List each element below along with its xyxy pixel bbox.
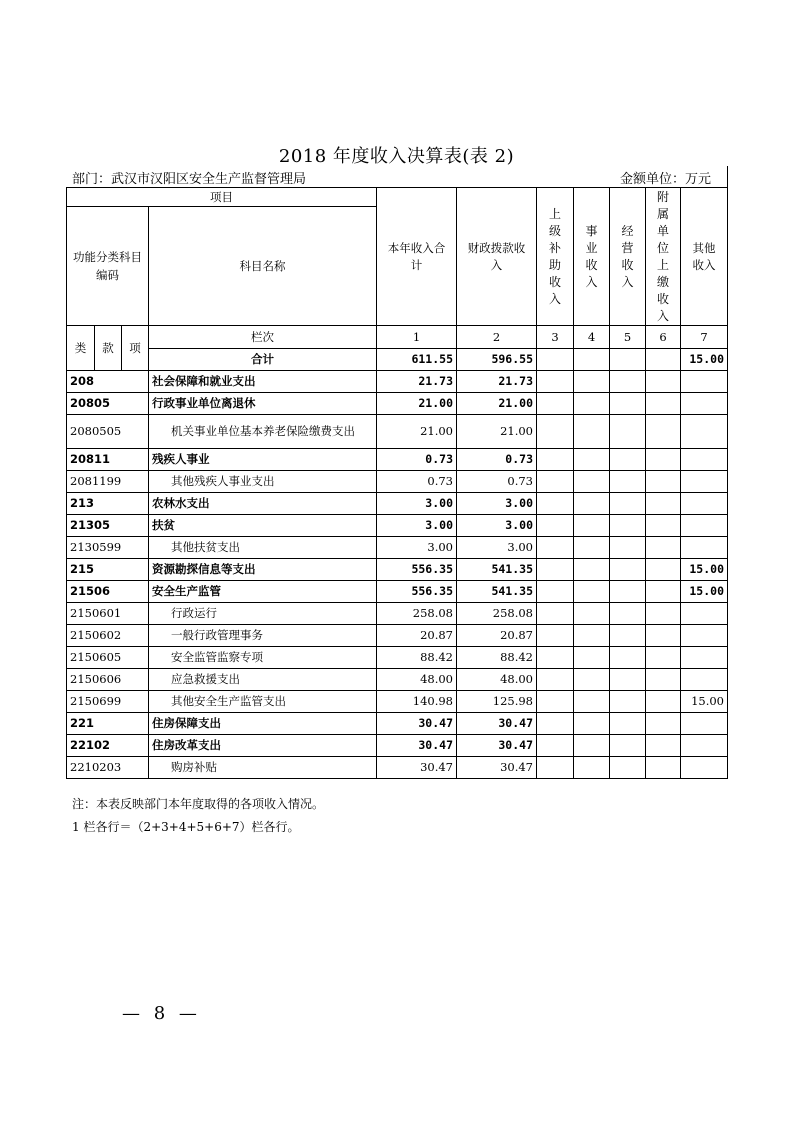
table-row bbox=[67, 515, 728, 537]
row-total: 3.00 bbox=[377, 493, 457, 515]
row-total: 0.73 bbox=[377, 471, 457, 493]
row-name: 其他安全生产监管支出 bbox=[149, 691, 377, 713]
row-affiliated bbox=[646, 515, 681, 537]
row-business bbox=[574, 757, 610, 779]
header-upper: 上级补助收入 bbox=[537, 188, 574, 326]
row-code: 213 bbox=[67, 493, 149, 515]
table-row bbox=[67, 713, 728, 735]
col-num-5: 5 bbox=[610, 326, 646, 349]
row-total: 258.08 bbox=[377, 603, 457, 625]
row-other: 15.00 bbox=[681, 691, 728, 713]
row-upper bbox=[537, 393, 574, 415]
row-upper bbox=[537, 757, 574, 779]
row-upper bbox=[537, 625, 574, 647]
table-title: 2018 年度收入决算表(表 2) bbox=[278, 146, 515, 167]
row-business bbox=[574, 393, 610, 415]
row-name: 其他扶贫支出 bbox=[149, 537, 377, 559]
row-code: 215 bbox=[67, 559, 149, 581]
row-code: 2150606 bbox=[67, 669, 149, 691]
table-row bbox=[67, 393, 728, 415]
row-business bbox=[574, 691, 610, 713]
col-num-1: 1 bbox=[377, 326, 457, 349]
row-upper bbox=[537, 537, 574, 559]
row-upper bbox=[537, 371, 574, 393]
row-code: 2150601 bbox=[67, 603, 149, 625]
table-row bbox=[67, 371, 728, 393]
row-code: 208 bbox=[67, 371, 149, 393]
row-fiscal: 3.00 bbox=[457, 537, 537, 559]
row-code: 21305 bbox=[67, 515, 149, 537]
row-operating bbox=[610, 581, 646, 603]
row-other bbox=[681, 371, 728, 393]
row-affiliated bbox=[646, 449, 681, 471]
row-code: 20805 bbox=[67, 393, 149, 415]
row-operating bbox=[610, 471, 646, 493]
row-code: 2080505 bbox=[67, 415, 149, 449]
row-affiliated bbox=[646, 471, 681, 493]
row-code: 2210203 bbox=[67, 757, 149, 779]
row-fiscal: 21.00 bbox=[457, 393, 537, 415]
row-business bbox=[574, 647, 610, 669]
row-fiscal: 20.87 bbox=[457, 625, 537, 647]
row-name: 应急救援支出 bbox=[149, 669, 377, 691]
header-lanci: 栏次 bbox=[149, 326, 377, 349]
row-code: 22102 bbox=[67, 735, 149, 757]
table-row bbox=[67, 537, 728, 559]
row-name: 购房补贴 bbox=[149, 757, 377, 779]
row-business bbox=[574, 559, 610, 581]
row-name: 残疾人事业 bbox=[149, 449, 377, 471]
row-code: 221 bbox=[67, 713, 149, 735]
table-row bbox=[67, 559, 728, 581]
row-business bbox=[574, 603, 610, 625]
row-other bbox=[681, 647, 728, 669]
row-upper bbox=[537, 471, 574, 493]
row-other bbox=[681, 757, 728, 779]
row-affiliated bbox=[646, 493, 681, 515]
row-business bbox=[574, 669, 610, 691]
row-name: 社会保障和就业支出 bbox=[149, 371, 377, 393]
row-affiliated bbox=[646, 691, 681, 713]
row-fiscal: 258.08 bbox=[457, 603, 537, 625]
col-num-2: 2 bbox=[457, 326, 537, 349]
header-kuan: 款 bbox=[95, 326, 122, 371]
row-fiscal: 541.35 bbox=[457, 581, 537, 603]
row-upper bbox=[537, 735, 574, 757]
header-affiliated: 附属单位上缴收入 bbox=[646, 188, 681, 326]
row-name: 安全生产监管 bbox=[149, 581, 377, 603]
row-affiliated bbox=[646, 415, 681, 449]
department-label: 部门：武汉市汉阳区安全生产监督管理局 bbox=[72, 172, 307, 187]
note-1: 注：本表反映部门本年度取得的各项收入情况。 bbox=[72, 797, 325, 811]
row-operating bbox=[610, 393, 646, 415]
page-number: — 8 — bbox=[122, 1003, 201, 1024]
row-operating bbox=[610, 757, 646, 779]
row-business bbox=[574, 625, 610, 647]
row-name: 扶贫 bbox=[149, 515, 377, 537]
row-total: 30.47 bbox=[377, 735, 457, 757]
row-name: 住房改革支出 bbox=[149, 735, 377, 757]
row-business bbox=[574, 537, 610, 559]
table-row bbox=[67, 735, 728, 757]
row-total: 3.00 bbox=[377, 537, 457, 559]
row-upper bbox=[537, 493, 574, 515]
row-fiscal: 541.35 bbox=[457, 559, 537, 581]
row-other bbox=[681, 393, 728, 415]
row-name: 行政运行 bbox=[149, 603, 377, 625]
row-total: 3.00 bbox=[377, 515, 457, 537]
row-other bbox=[681, 735, 728, 757]
row-name: 其他残疾人事业支出 bbox=[149, 471, 377, 493]
row-operating bbox=[610, 691, 646, 713]
row-name: 一般行政管理事务 bbox=[149, 625, 377, 647]
header-xiang: 项 bbox=[122, 326, 149, 371]
row-affiliated bbox=[646, 371, 681, 393]
row-upper bbox=[537, 449, 574, 471]
row-fiscal: 3.00 bbox=[457, 515, 537, 537]
col-num-7: 7 bbox=[681, 326, 728, 349]
row-other: 15.00 bbox=[681, 349, 728, 371]
row-upper bbox=[537, 415, 574, 449]
row-upper bbox=[537, 603, 574, 625]
row-fiscal: 3.00 bbox=[457, 493, 537, 515]
row-fiscal: 596.55 bbox=[457, 349, 537, 371]
row-other bbox=[681, 625, 728, 647]
row-name: 行政事业单位离退休 bbox=[149, 393, 377, 415]
header-total: 本年收入合计 bbox=[377, 188, 457, 326]
row-upper bbox=[537, 669, 574, 691]
header-func-code: 功能分类科目编码 bbox=[67, 207, 149, 326]
row-name: 资源勘探信息等支出 bbox=[149, 559, 377, 581]
header-business: 事业收入 bbox=[574, 188, 610, 326]
row-operating bbox=[610, 647, 646, 669]
unit-label: 金额单位：万元 bbox=[620, 172, 712, 187]
row-fiscal: 88.42 bbox=[457, 647, 537, 669]
row-affiliated bbox=[646, 603, 681, 625]
header-operating: 经营收入 bbox=[610, 188, 646, 326]
row-other bbox=[681, 537, 728, 559]
row-operating bbox=[610, 371, 646, 393]
row-business bbox=[574, 735, 610, 757]
row-total: 30.47 bbox=[377, 713, 457, 735]
row-other bbox=[681, 713, 728, 735]
row-operating bbox=[610, 669, 646, 691]
row-fiscal: 30.47 bbox=[457, 735, 537, 757]
note-2: 1 栏各行＝（2+3+4+5+6+7）栏各行。 bbox=[72, 820, 300, 834]
row-business bbox=[574, 581, 610, 603]
row-total: 48.00 bbox=[377, 669, 457, 691]
row-upper bbox=[537, 559, 574, 581]
header-fiscal: 财政拨款收入 bbox=[457, 188, 537, 326]
row-operating bbox=[610, 493, 646, 515]
table-row bbox=[67, 625, 728, 647]
row-code: 2150699 bbox=[67, 691, 149, 713]
row-upper bbox=[537, 647, 574, 669]
row-total: 30.47 bbox=[377, 757, 457, 779]
row-code: 2150605 bbox=[67, 647, 149, 669]
row-code: 2130599 bbox=[67, 537, 149, 559]
col-num-6: 6 bbox=[646, 326, 681, 349]
row-fiscal: 21.00 bbox=[457, 415, 537, 449]
unit-divider bbox=[727, 166, 728, 187]
row-operating bbox=[610, 625, 646, 647]
row-total: 20.87 bbox=[377, 625, 457, 647]
col-num-4: 4 bbox=[574, 326, 610, 349]
row-fiscal: 48.00 bbox=[457, 669, 537, 691]
row-other bbox=[681, 515, 728, 537]
table-row bbox=[67, 415, 728, 449]
row-affiliated bbox=[646, 647, 681, 669]
row-affiliated bbox=[646, 713, 681, 735]
table-row bbox=[67, 691, 728, 713]
row-upper bbox=[537, 581, 574, 603]
table-row bbox=[67, 647, 728, 669]
row-business bbox=[574, 471, 610, 493]
row-affiliated bbox=[646, 735, 681, 757]
table-row bbox=[67, 669, 728, 691]
table-body bbox=[67, 371, 728, 779]
row-business bbox=[574, 493, 610, 515]
row-total: 21.00 bbox=[377, 415, 457, 449]
row-name: 农林水支出 bbox=[149, 493, 377, 515]
row-fiscal: 0.73 bbox=[457, 471, 537, 493]
row-total: 21.00 bbox=[377, 393, 457, 415]
row-fiscal: 21.73 bbox=[457, 371, 537, 393]
row-affiliated bbox=[646, 757, 681, 779]
row-operating bbox=[610, 713, 646, 735]
row-other bbox=[681, 493, 728, 515]
row-code: 21506 bbox=[67, 581, 149, 603]
row-total: 140.98 bbox=[377, 691, 457, 713]
row-name: 机关事业单位基本养老保险缴费支出 bbox=[149, 415, 377, 449]
row-name: 合计 bbox=[149, 349, 377, 371]
table-row-total bbox=[67, 349, 728, 371]
col-num-3: 3 bbox=[537, 326, 574, 349]
row-total: 0.73 bbox=[377, 449, 457, 471]
row-total: 88.42 bbox=[377, 647, 457, 669]
row-operating bbox=[610, 515, 646, 537]
table-row bbox=[67, 493, 728, 515]
table-row bbox=[67, 757, 728, 779]
row-business bbox=[574, 371, 610, 393]
row-other bbox=[681, 471, 728, 493]
header-project: 项目 bbox=[67, 188, 377, 207]
row-total: 556.35 bbox=[377, 559, 457, 581]
row-fiscal: 0.73 bbox=[457, 449, 537, 471]
table-row bbox=[67, 449, 728, 471]
income-table bbox=[66, 187, 728, 779]
row-total: 611.55 bbox=[377, 349, 457, 371]
row-operating bbox=[610, 559, 646, 581]
row-affiliated bbox=[646, 393, 681, 415]
row-affiliated bbox=[646, 559, 681, 581]
row-fiscal: 125.98 bbox=[457, 691, 537, 713]
row-total: 21.73 bbox=[377, 371, 457, 393]
row-affiliated bbox=[646, 581, 681, 603]
header-other: 其他收入 bbox=[681, 188, 728, 326]
table-row bbox=[67, 581, 728, 603]
table-row bbox=[67, 471, 728, 493]
row-affiliated bbox=[646, 537, 681, 559]
row-upper bbox=[537, 713, 574, 735]
row-other: 15.00 bbox=[681, 581, 728, 603]
table-header bbox=[67, 188, 728, 371]
row-total: 556.35 bbox=[377, 581, 457, 603]
row-affiliated bbox=[646, 669, 681, 691]
row-code: 2081199 bbox=[67, 471, 149, 493]
row-other bbox=[681, 449, 728, 471]
row-other bbox=[681, 415, 728, 449]
row-operating bbox=[610, 603, 646, 625]
row-fiscal: 30.47 bbox=[457, 757, 537, 779]
header-subject-name: 科目名称 bbox=[149, 207, 377, 326]
row-upper bbox=[537, 515, 574, 537]
row-operating bbox=[610, 449, 646, 471]
row-fiscal: 30.47 bbox=[457, 713, 537, 735]
row-other bbox=[681, 603, 728, 625]
row-upper bbox=[537, 691, 574, 713]
row-business bbox=[574, 713, 610, 735]
row-operating bbox=[610, 415, 646, 449]
row-other bbox=[681, 669, 728, 691]
row-affiliated bbox=[646, 625, 681, 647]
row-name: 安全监管监察专项 bbox=[149, 647, 377, 669]
row-code: 20811 bbox=[67, 449, 149, 471]
row-name: 住房保障支出 bbox=[149, 713, 377, 735]
row-operating bbox=[610, 537, 646, 559]
row-business bbox=[574, 415, 610, 449]
row-operating bbox=[610, 735, 646, 757]
row-business bbox=[574, 449, 610, 471]
header-lei: 类 bbox=[67, 326, 95, 371]
row-other: 15.00 bbox=[681, 559, 728, 581]
table-row bbox=[67, 603, 728, 625]
row-business bbox=[574, 515, 610, 537]
row-code: 2150602 bbox=[67, 625, 149, 647]
